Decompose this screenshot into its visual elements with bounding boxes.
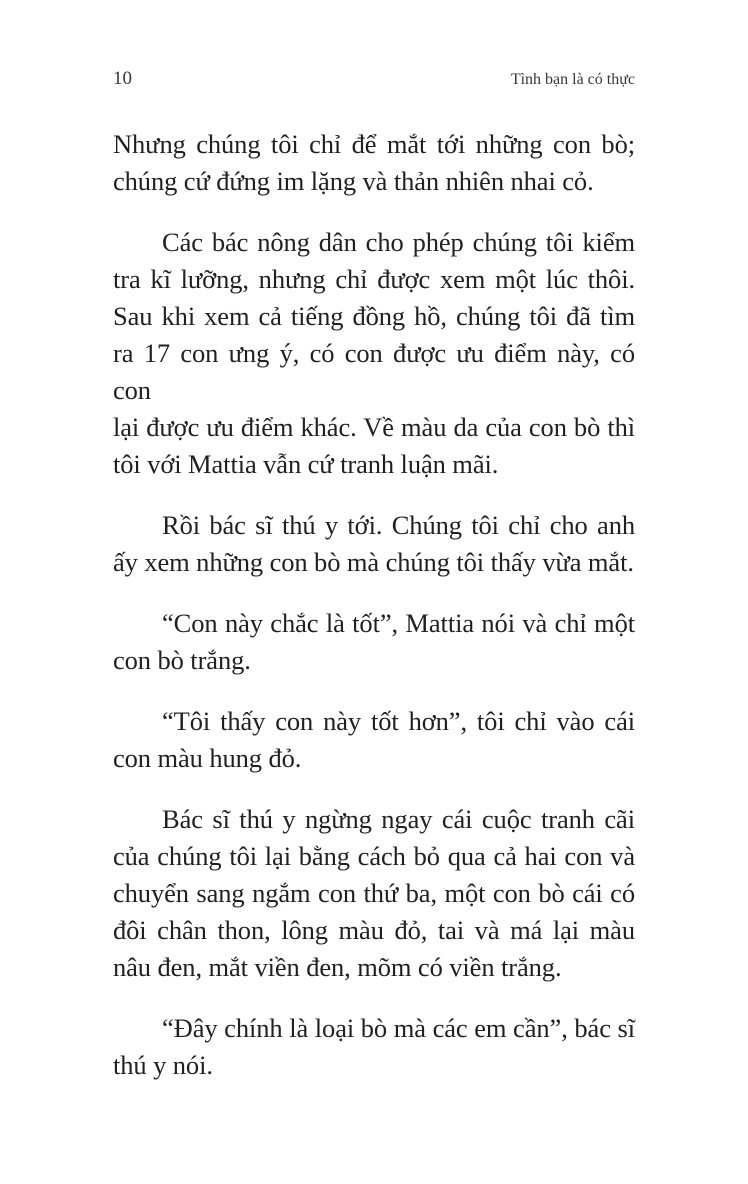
text-line: Các bác nông dân cho phép chúng tôi kiểm (162, 227, 635, 257)
text-line: đôi chân thon, lông màu đỏ, tai và má lại màu (113, 915, 635, 945)
paragraph-4 (113, 605, 635, 679)
text-line: Nhưng chúng tôi chỉ để mắt tới những con bò; (113, 129, 635, 159)
text-line: chúng cứ đứng im lặng và thản nhiên nhai cỏ. (113, 166, 594, 196)
text-line: nâu đen, mắt viền đen, mõm có viền trắng. (113, 952, 562, 982)
text-line: ấy xem những con bò mà chúng tôi thấy vừa mắt. (113, 547, 634, 577)
page-number: 10 (113, 68, 132, 89)
text-line: con bò trắng. (113, 645, 251, 675)
text-line: con màu hung đỏ. (113, 743, 302, 773)
paragraph-3 (113, 507, 635, 581)
text-line: Rồi bác sĩ thú y tới. Chúng tôi chỉ cho anh (162, 510, 635, 540)
running-title: Tình bạn là có thực (510, 71, 635, 88)
text-line: “Con này chắc là tốt”, Mattia nói và chỉ một (162, 608, 635, 638)
paragraph-6 (113, 801, 635, 986)
running-header (113, 68, 635, 92)
text-line: tôi với Mattia vẫn cứ tranh luận mãi. (113, 449, 499, 479)
paragraph-2 (113, 224, 635, 483)
text-line: Bác sĩ thú y ngừng ngay cái cuộc tranh cãi (162, 804, 635, 834)
body-text (113, 126, 635, 1108)
text-line: lại được ưu điểm khác. Về màu da của con bò thì (113, 412, 635, 442)
text-line: tra kĩ lưỡng, nhưng chỉ được xem một lúc thôi. (113, 264, 635, 294)
paragraph-1 (113, 126, 635, 200)
text-line: “Đây chính là loại bò mà các em cần”, bác sĩ (162, 1013, 635, 1043)
paragraph-7 (113, 1010, 635, 1084)
paragraph-5 (113, 703, 635, 777)
text-line: ra 17 con ưng ý, có con được ưu điểm này, có con (113, 338, 635, 405)
text-line: thú y nói. (113, 1050, 213, 1080)
text-line: Sau khi xem cả tiếng đồng hồ, chúng tôi đã tìm (113, 301, 635, 331)
text-line: chuyển sang ngắm con thứ ba, một con bò cái có (113, 878, 635, 908)
text-line: “Tôi thấy con này tốt hơn”, tôi chỉ vào cái (162, 706, 635, 736)
text-line: của chúng tôi lại bằng cách bỏ qua cả hai con và (113, 841, 635, 871)
